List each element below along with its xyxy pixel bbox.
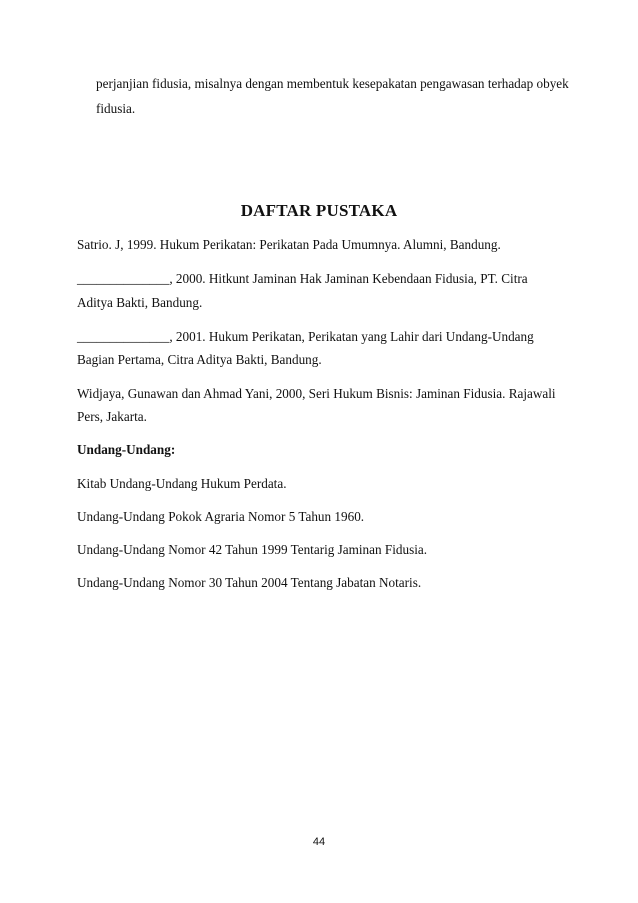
reference-4-line-1: Widjaya, Gunawan dan Ahmad Yani, 2000, Seri Hukum Bisnis: Jaminan Fidusia. Rajawali bbox=[77, 386, 556, 401]
reference-3-line-1: ______________, 2001. Hukum Perikatan, Perikatan yang Lahir dari Undang-Undang bbox=[77, 329, 534, 344]
laws-heading: Undang-Undang: bbox=[77, 442, 176, 457]
law-item-4: Undang-Undang Nomor 30 Tahun 2004 Tentang Jabatan Notaris. bbox=[77, 575, 422, 590]
continuation-line-1: perjanjian fidusia, misalnya dengan membentuk kesepakatan pengawasan terhadap obyek bbox=[96, 76, 569, 91]
reference-3-line-2: Bagian Pertama, Citra Aditya Bakti, Bandung. bbox=[77, 352, 322, 367]
law-item-3: Undang-Undang Nomor 42 Tahun 1999 Tentarig Jaminan Fidusia. bbox=[77, 542, 428, 557]
reference-2-line-2: Aditya Bakti, Bandung. bbox=[77, 295, 203, 310]
section-title: DAFTAR PUSTAKA bbox=[240, 201, 398, 220]
law-item-2: Undang-Undang Pokok Agraria Nomor 5 Tahun 1960. bbox=[77, 509, 365, 524]
reference-1-line-1: Satrio. J, 1999. Hukum Perikatan: Perikatan Pada Umumnya. Alumni, Bandung. bbox=[77, 237, 501, 252]
page-number: 44 bbox=[312, 836, 326, 848]
continuation-line-2: fidusia. bbox=[96, 101, 136, 116]
law-item-1: Kitab Undang-Undang Hukum Perdata. bbox=[77, 476, 287, 491]
reference-2-line-1: ______________, 2000. Hitkunt Jaminan Hak Jaminan Kebendaan Fidusia, PT. Citra bbox=[77, 271, 528, 286]
reference-4-line-2: Pers, Jakarta. bbox=[77, 409, 147, 424]
